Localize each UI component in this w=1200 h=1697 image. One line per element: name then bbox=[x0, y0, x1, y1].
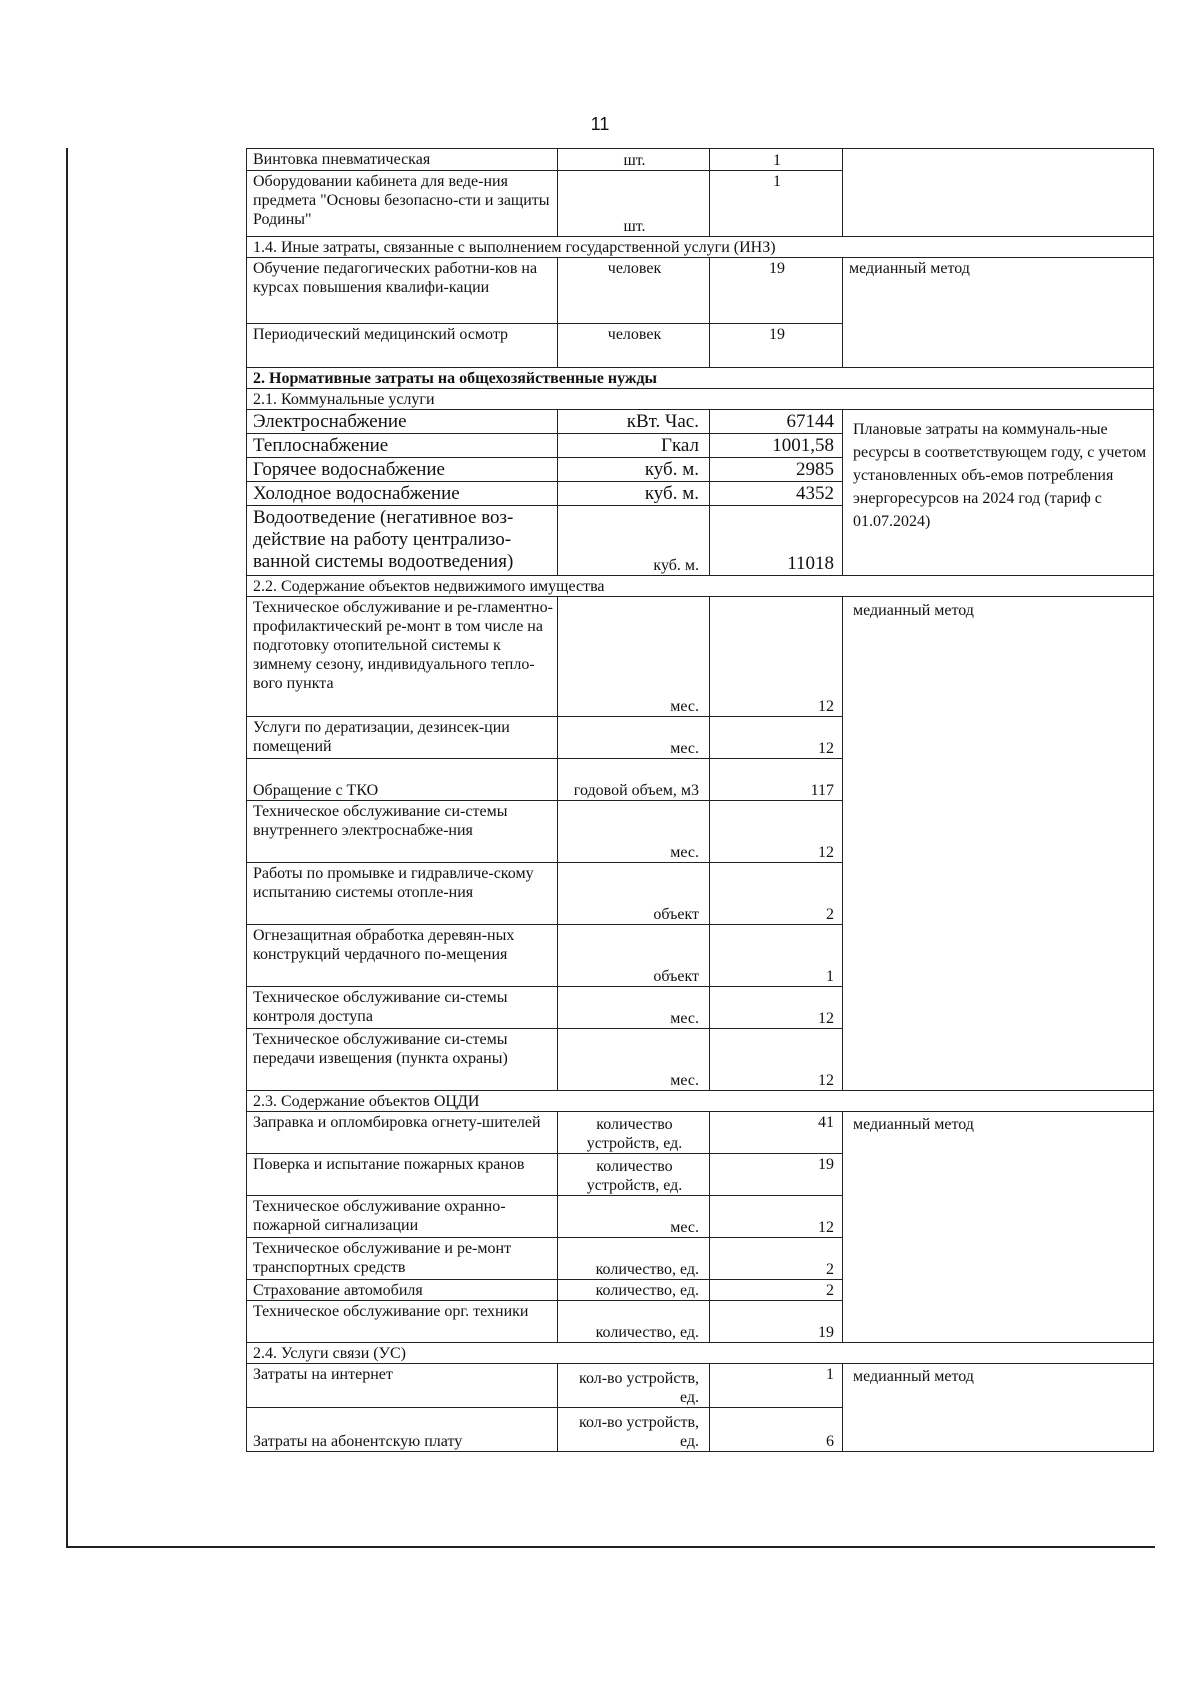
item-name: Услуги по дератизации, дезинсек-ции помещений bbox=[247, 717, 558, 759]
table-row bbox=[247, 149, 1154, 171]
item-unit: Гкал bbox=[558, 434, 710, 458]
item-qty: 1001,58 bbox=[710, 434, 843, 458]
item-unit: мес. bbox=[558, 987, 710, 1029]
table-row bbox=[247, 258, 1154, 324]
method-note: медианный метод bbox=[843, 258, 1154, 368]
item-qty: 2 bbox=[710, 863, 843, 925]
item-unit: объект bbox=[558, 863, 710, 925]
item-unit: кол-во устройств, ед. bbox=[558, 1364, 710, 1408]
section-heading: 2.3. Содержание объектов ОЦДИ bbox=[247, 1091, 1154, 1112]
item-unit: кВт. Час. bbox=[558, 410, 710, 434]
section-row bbox=[247, 237, 1154, 258]
item-qty: 19 bbox=[710, 1301, 843, 1343]
section-row bbox=[247, 576, 1154, 597]
item-qty: 1 bbox=[710, 925, 843, 987]
item-qty: 2 bbox=[710, 1238, 843, 1280]
table-row bbox=[247, 1112, 1154, 1154]
item-name: Обучение педагогических работни-ков на курсах повышения квалифи-кации bbox=[247, 258, 558, 324]
item-name: Электроснабжение bbox=[247, 410, 558, 434]
item-unit: количество, ед. bbox=[558, 1238, 710, 1280]
method-note: Плановые затраты на коммуналь-ные ресурсы в соответствующем году, с учетом установленных объ-емов потребления энергоресурсов на 2024 год (тариф с 01.07.2024) bbox=[843, 410, 1154, 576]
section-heading: 2.4. Услуги связи (УС) bbox=[247, 1343, 1154, 1364]
item-name: Заправка и опломбировка огнету-шителей bbox=[247, 1112, 558, 1154]
item-unit: шт. bbox=[558, 171, 710, 237]
item-unit: куб. м. bbox=[558, 482, 710, 506]
item-qty: 1 bbox=[710, 1364, 843, 1408]
item-qty: 12 bbox=[710, 987, 843, 1029]
item-qty: 19 bbox=[710, 1154, 843, 1196]
item-unit: мес. bbox=[558, 1029, 710, 1091]
item-name: Огнезащитная обработка деревян-ных конструкций чердачного по-мещения bbox=[247, 925, 558, 987]
item-qty: 1 bbox=[710, 149, 843, 171]
page-number: 11 bbox=[590, 114, 610, 134]
item-name: Техническое обслуживание си-стемы передачи извещения (пункта охраны) bbox=[247, 1029, 558, 1091]
table-row bbox=[247, 597, 1154, 717]
item-unit: человек bbox=[558, 324, 710, 368]
item-qty: 2 bbox=[710, 1280, 843, 1301]
section-heading: 2.1. Коммунальные услуги bbox=[247, 389, 1154, 410]
table-row bbox=[247, 410, 1154, 434]
item-name: Винтовка пневматическая bbox=[247, 149, 558, 171]
section-row bbox=[247, 368, 1154, 389]
item-name: Страхование автомобиля bbox=[247, 1280, 558, 1301]
cost-table bbox=[246, 148, 1154, 1452]
item-qty: 12 bbox=[710, 717, 843, 759]
section-row bbox=[247, 389, 1154, 410]
item-unit: мес. bbox=[558, 717, 710, 759]
table-row bbox=[247, 1364, 1154, 1408]
item-unit: человек bbox=[558, 258, 710, 324]
item-unit: кол-во устройств, ед. bbox=[558, 1408, 710, 1452]
item-unit: количество, ед. bbox=[558, 1301, 710, 1343]
item-name: Техническое обслуживание и ре-гламентно-профилактический ре-монт в том числе на подготовку отопительной системы к зимнему сезону, индивидуального тепло-вого пункта bbox=[247, 597, 558, 717]
item-qty: 4352 bbox=[710, 482, 843, 506]
item-unit: куб. м. bbox=[558, 458, 710, 482]
method-cell-empty bbox=[843, 149, 1154, 237]
item-unit: мес. bbox=[558, 1196, 710, 1238]
item-name: Поверка и испытание пожарных кранов bbox=[247, 1154, 558, 1196]
item-qty: 117 bbox=[710, 759, 843, 801]
section-heading: 1.4. Иные затраты, связанные с выполнением государственной услуги (ИНЗ) bbox=[247, 237, 1154, 258]
item-unit: мес. bbox=[558, 597, 710, 717]
item-qty: 12 bbox=[710, 1029, 843, 1091]
item-name: Техническое обслуживание си-стемы внутреннего электроснабже-ния bbox=[247, 801, 558, 863]
method-note: медианный метод bbox=[843, 1112, 1154, 1343]
item-qty: 19 bbox=[710, 258, 843, 324]
item-name: Техническое обслуживание си-стемы контроля доступа bbox=[247, 987, 558, 1029]
item-unit: количество, ед. bbox=[558, 1280, 710, 1301]
item-name: Техническое обслуживание и ре-монт транспортных средств bbox=[247, 1238, 558, 1280]
item-qty: 67144 bbox=[710, 410, 843, 434]
item-unit: куб. м. bbox=[558, 506, 710, 576]
section-heading: 2.2. Содержание объектов недвижимого имущества bbox=[247, 576, 1154, 597]
item-qty: 1 bbox=[710, 171, 843, 237]
item-qty: 6 bbox=[710, 1408, 843, 1452]
item-qty: 19 bbox=[710, 324, 843, 368]
item-name: Водоотведение (негативное воз-действие на работу централизо-ванной системы водоотведения) bbox=[247, 506, 558, 576]
item-name: Техническое обслуживание охранно-пожарной сигнализации bbox=[247, 1196, 558, 1238]
item-name: Затраты на абонентскую плату bbox=[247, 1408, 558, 1452]
item-name: Оборудовании кабинета для веде-ния предмета "Основы безопасно-сти и защиты Родины" bbox=[247, 171, 558, 237]
method-note: медианный метод bbox=[843, 597, 1154, 1091]
method-note: медианный метод bbox=[843, 1364, 1154, 1452]
section-row bbox=[247, 1343, 1154, 1364]
item-qty: 11018 bbox=[710, 506, 843, 576]
item-name: Техническое обслуживание орг. техники bbox=[247, 1301, 558, 1343]
item-unit: мес. bbox=[558, 801, 710, 863]
item-name: Обращение с ТКО bbox=[247, 759, 558, 801]
item-name: Горячее водоснабжение bbox=[247, 458, 558, 482]
section-row bbox=[247, 1091, 1154, 1112]
item-name: Работы по промывке и гидравличе-скому испытанию системы отопле-ния bbox=[247, 863, 558, 925]
item-unit: шт. bbox=[558, 149, 710, 171]
item-unit: количество устройств, ед. bbox=[558, 1112, 710, 1154]
item-qty: 41 bbox=[710, 1112, 843, 1154]
item-qty: 12 bbox=[710, 597, 843, 717]
item-qty: 12 bbox=[710, 801, 843, 863]
item-name: Теплоснабжение bbox=[247, 434, 558, 458]
item-name: Периодический медицинский осмотр bbox=[247, 324, 558, 368]
item-qty: 2985 bbox=[710, 458, 843, 482]
item-name: Холодное водоснабжение bbox=[247, 482, 558, 506]
item-qty: 12 bbox=[710, 1196, 843, 1238]
item-name: Затраты на интернет bbox=[247, 1364, 558, 1408]
section-heading: 2. Нормативные затраты на общехозяйственные нужды bbox=[247, 368, 1154, 389]
item-unit: количество устройств, ед. bbox=[558, 1154, 710, 1196]
item-unit: объект bbox=[558, 925, 710, 987]
item-unit: годовой объем, м3 bbox=[558, 759, 710, 801]
